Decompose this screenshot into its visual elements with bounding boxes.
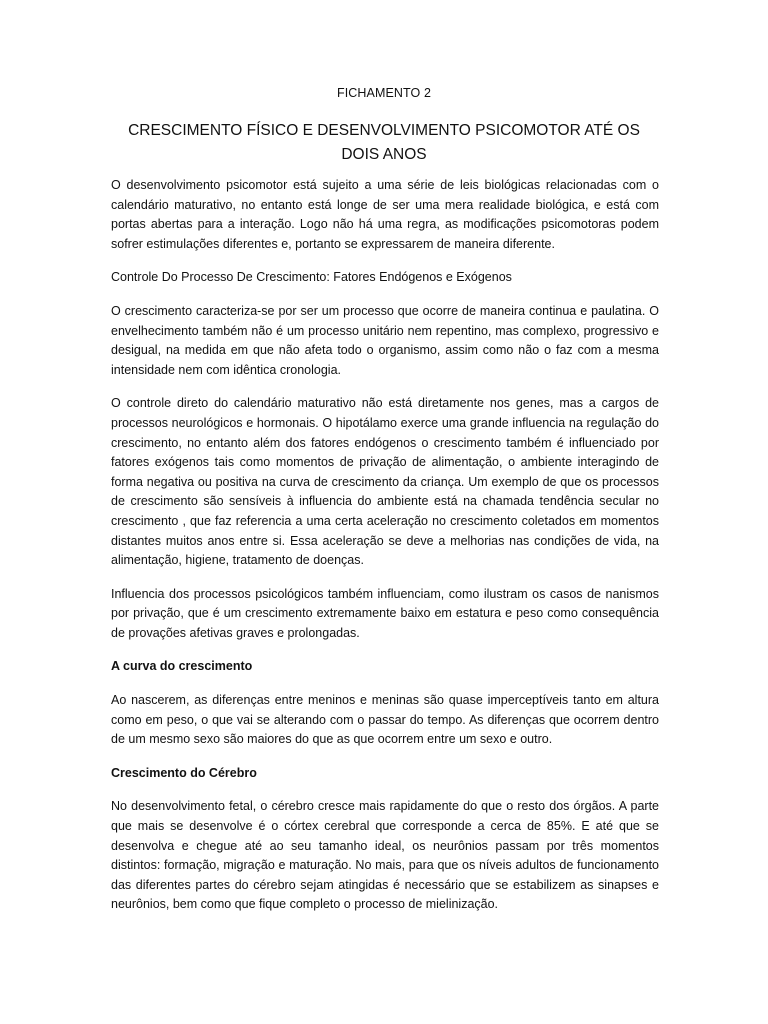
section-heading-controle: Controle Do Processo De Crescimento: Fatores Endógenos e Exógenos (111, 270, 512, 285)
paragraph-crescimento: O crescimento caracteriza-se por ser um processo que ocorre de maneira continua e paulatina. O envelhecimento também não é um processo unitário nem repentino, mas complexo, progressivo e desigual, na medida em que não afeta todo o organismo, assim como não o faz com a mesma intensidade nem com idêntica cronologia. (111, 303, 659, 377)
section-heading-cerebro: Crescimento do Cérebro (111, 765, 257, 780)
paragraph-cerebro: No desenvolvimento fetal, o cérebro cresce mais rapidamente do que o resto dos órgãos. A parte que mais se desenvolve é o córtex cerebral que corresponde a cerca de 85%. E até que se desenvolva e chegue até ao seu tamanho ideal, os neurônios passam por três momentos distintos: formação, migração e maturação. No mais, para que os níveis adultos de funcionamento das diferentes partes do cérebro sejam atingidas é necessário que se estabilizem as sinapses e neurônios, bem como que fique completo o processo de mielinização. (111, 799, 659, 912)
paragraph-controle-direto: O controle direto do calendário maturativo não está diretamente nos genes, mas a cargos de processos neurológicos e hormonais. O hipotálamo exerce uma grande influencia na regulação do crescimento, no entanto além dos fatores endógenos o crescimento também é influenciado por fatores exógenos tais como momentos de privação de alimentação, o ambiente interagindo de forma negativa ou positiva na curva de crescimento da criança. Um exemplo de que os processos de crescimento são sensíveis à influencia do ambiente está na chamada tendência secular no crescimento , que faz referencia a uma certa aceleração no crescimento coletados em momentos distantes muitos anos entre si. Essa aceleração se deve a melhorias nas condições de vida, na alimentação, higiene, tratamento de doenças. (111, 396, 659, 568)
paragraph-intro: O desenvolvimento psicomotor está sujeito a uma série de leis biológicas relacionadas com o calendário maturativo, no entanto está longe de ser uma mera realidade biológica, e está com portas abertas para a interação. Logo não há uma regra, as modificações psicomotoras podem sofrer estimulações diferentes e, portanto se expressarem de maneira diferente. (111, 178, 659, 251)
document-label: FICHAMENTO 2 (336, 86, 432, 100)
document-body (111, 176, 659, 929)
paragraph-influencia: Influencia dos processos psicológicos também influenciam, como ilustram os casos de nanismos por privação, que é um crescimento extremamente baixo em estatura e peso como consequência de provações afetivas graves e prolongadas. (111, 586, 659, 640)
paragraph-curva: Ao nascerem, as diferenças entre meninos e meninas são quase imperceptíveis tanto em altura como em peso, o que vai se alterando com o passar do tempo. As diferenças que ocorrem dentro de um mesmo sexo são maiores do que as que ocorrem entre um sexo e outro. (111, 693, 659, 747)
document-title: CRESCIMENTO FÍSICO E DESENVOLVIMENTO PSICOMOTOR ATÉ OS DOIS ANOS (128, 122, 640, 163)
section-heading-curva: A curva do crescimento (111, 659, 253, 674)
